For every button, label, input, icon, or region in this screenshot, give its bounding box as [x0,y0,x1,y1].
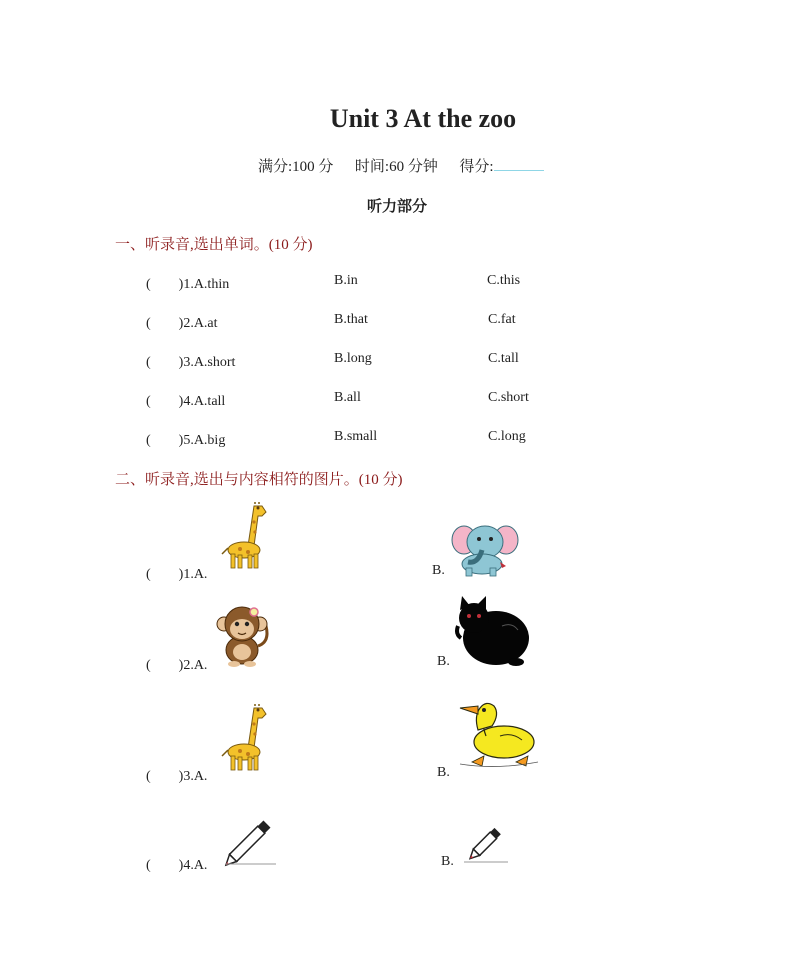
question-number[interactable]: ( )5.A.big [146,433,226,448]
fat-cat-icon[interactable] [452,596,532,668]
question-number[interactable]: ( )2.A.at [146,316,218,331]
question-number[interactable]: ( )1.A. [146,567,208,582]
duck-icon[interactable] [456,696,542,772]
option-b[interactable]: B.that [334,312,368,327]
question-number[interactable]: ( )1.A.thin [146,277,230,292]
full-marks: 满分:100 分 [258,159,334,175]
question-number[interactable]: ( )4.A. [146,858,208,873]
option-b[interactable]: B.all [334,390,361,405]
section1-heading: 一、听录音,选出单词。(10 分) [115,237,313,253]
option-b[interactable]: B. [441,854,454,869]
option-b[interactable]: B. [432,563,445,578]
option-b[interactable]: B. [437,654,450,669]
question-number[interactable]: ( )2.A. [146,658,208,673]
question-number[interactable]: ( )3.A.short [146,355,236,370]
elephant-icon[interactable] [448,520,520,578]
giraffe-icon[interactable] [218,704,274,774]
part-title: 听力部分 [366,199,427,215]
option-b[interactable]: B.small [334,429,378,444]
question-number[interactable]: ( )4.A.tall [146,394,226,409]
option-c[interactable]: C.long [488,429,526,444]
long-pencil-icon[interactable] [222,814,278,868]
option-b[interactable]: B.long [334,351,372,366]
section2-heading: 二、听录音,选出与内容相符的图片。(10 分) [115,472,403,488]
question-number[interactable]: ( )3.A. [146,769,208,784]
option-c[interactable]: C.tall [488,351,519,366]
option-b[interactable]: B.in [334,273,358,288]
option-c[interactable]: C.this [487,273,521,288]
option-c[interactable]: C.fat [488,312,516,327]
option-c[interactable]: C.short [488,390,529,405]
page-title: Unit 3 At the zoo [329,104,517,133]
score-blank[interactable] [494,156,544,171]
time-limit: 时间:60 分钟 [354,159,438,175]
giraffe-icon[interactable] [218,502,274,572]
score-label: 得分: [459,159,494,175]
monkey-icon[interactable] [214,602,272,668]
short-pencil-icon[interactable] [462,820,510,866]
option-b[interactable]: B. [437,765,450,780]
exam-meta [258,155,544,176]
